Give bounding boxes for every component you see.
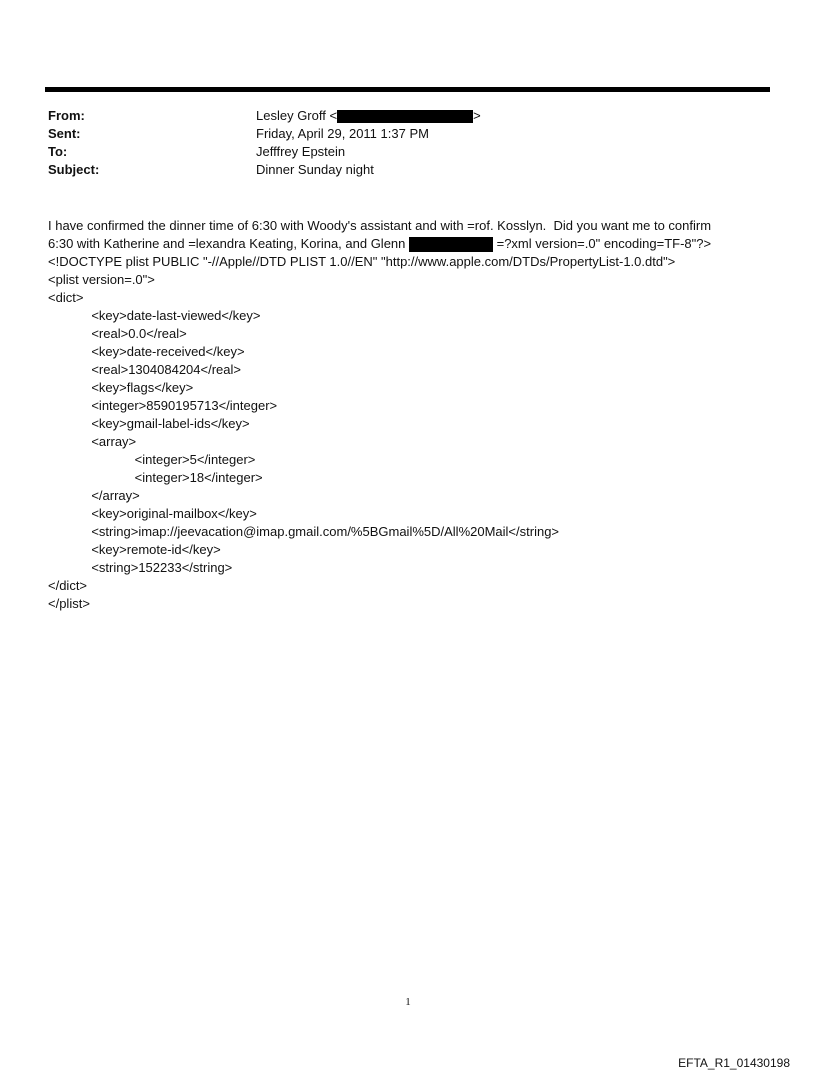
body-line: <key>gmail-label-ids</key> [48,416,250,431]
body-line: <!DOCTYPE plist PUBLIC "-//Apple//DTD PLIST 1.0//EN" "http://www.apple.com/DTDs/PropertyList-1.0.dtd"> [48,254,676,269]
to-value: Jefffrey Epstein [256,144,346,159]
body-line: <string>152233</string> [48,560,233,575]
body-line: <integer>8590195713</integer> [48,398,278,413]
body-line: <key>original-mailbox</key> [48,506,257,521]
email-body [48,217,778,613]
redaction-block [409,237,493,252]
page-number: 1 [405,996,411,1008]
from-name: Lesley Groff < [256,108,338,123]
body-line: <plist version=.0"> [48,272,155,287]
body-line-part: =?xml version=.0" encoding=TF-8"?> [493,236,712,251]
body-line [48,235,778,253]
body-line: <real>0.0</real> [48,326,187,341]
body-line: <key>flags</key> [48,380,194,395]
body-line-part: 6:30 with Katherine and =lexandra Keating, Korina, and Glenn [48,236,409,251]
subject-value: Dinner Sunday night [256,162,374,177]
document-id: EFTA_R1_01430198 [678,1056,790,1070]
body-line: <key>remote-id</key> [48,542,221,557]
subject-label: Subject: [48,162,100,177]
body-line: <real>1304084204</real> [48,362,241,377]
body-line: </array> [48,488,140,503]
body-line: <key>date-last-viewed</key> [48,308,261,323]
body-line: </plist> [48,596,90,611]
body-line: <dict> [48,290,84,305]
from-label: From: [48,108,85,123]
body-line: <integer>18</integer> [48,470,263,485]
from-value [256,107,481,125]
body-line: I have confirmed the dinner time of 6:30 with Woody's assistant and with =rof. Kosslyn. Did you want me to confirm [48,218,712,233]
to-label: To: [48,144,68,159]
from-suffix: > [473,108,481,123]
header-rule [45,87,770,92]
sent-value: Friday, April 29, 2011 1:37 PM [256,126,429,141]
body-line: <string>imap://jeevacation@imap.gmail.com/%5BGmail%5D/All%20Mail</string> [48,524,560,539]
body-line: <array> [48,434,137,449]
sent-label: Sent: [48,126,81,141]
redaction-block [337,110,473,123]
body-line: <key>date-received</key> [48,344,245,359]
body-line: <integer>5</integer> [48,452,256,467]
body-line: </dict> [48,578,88,593]
